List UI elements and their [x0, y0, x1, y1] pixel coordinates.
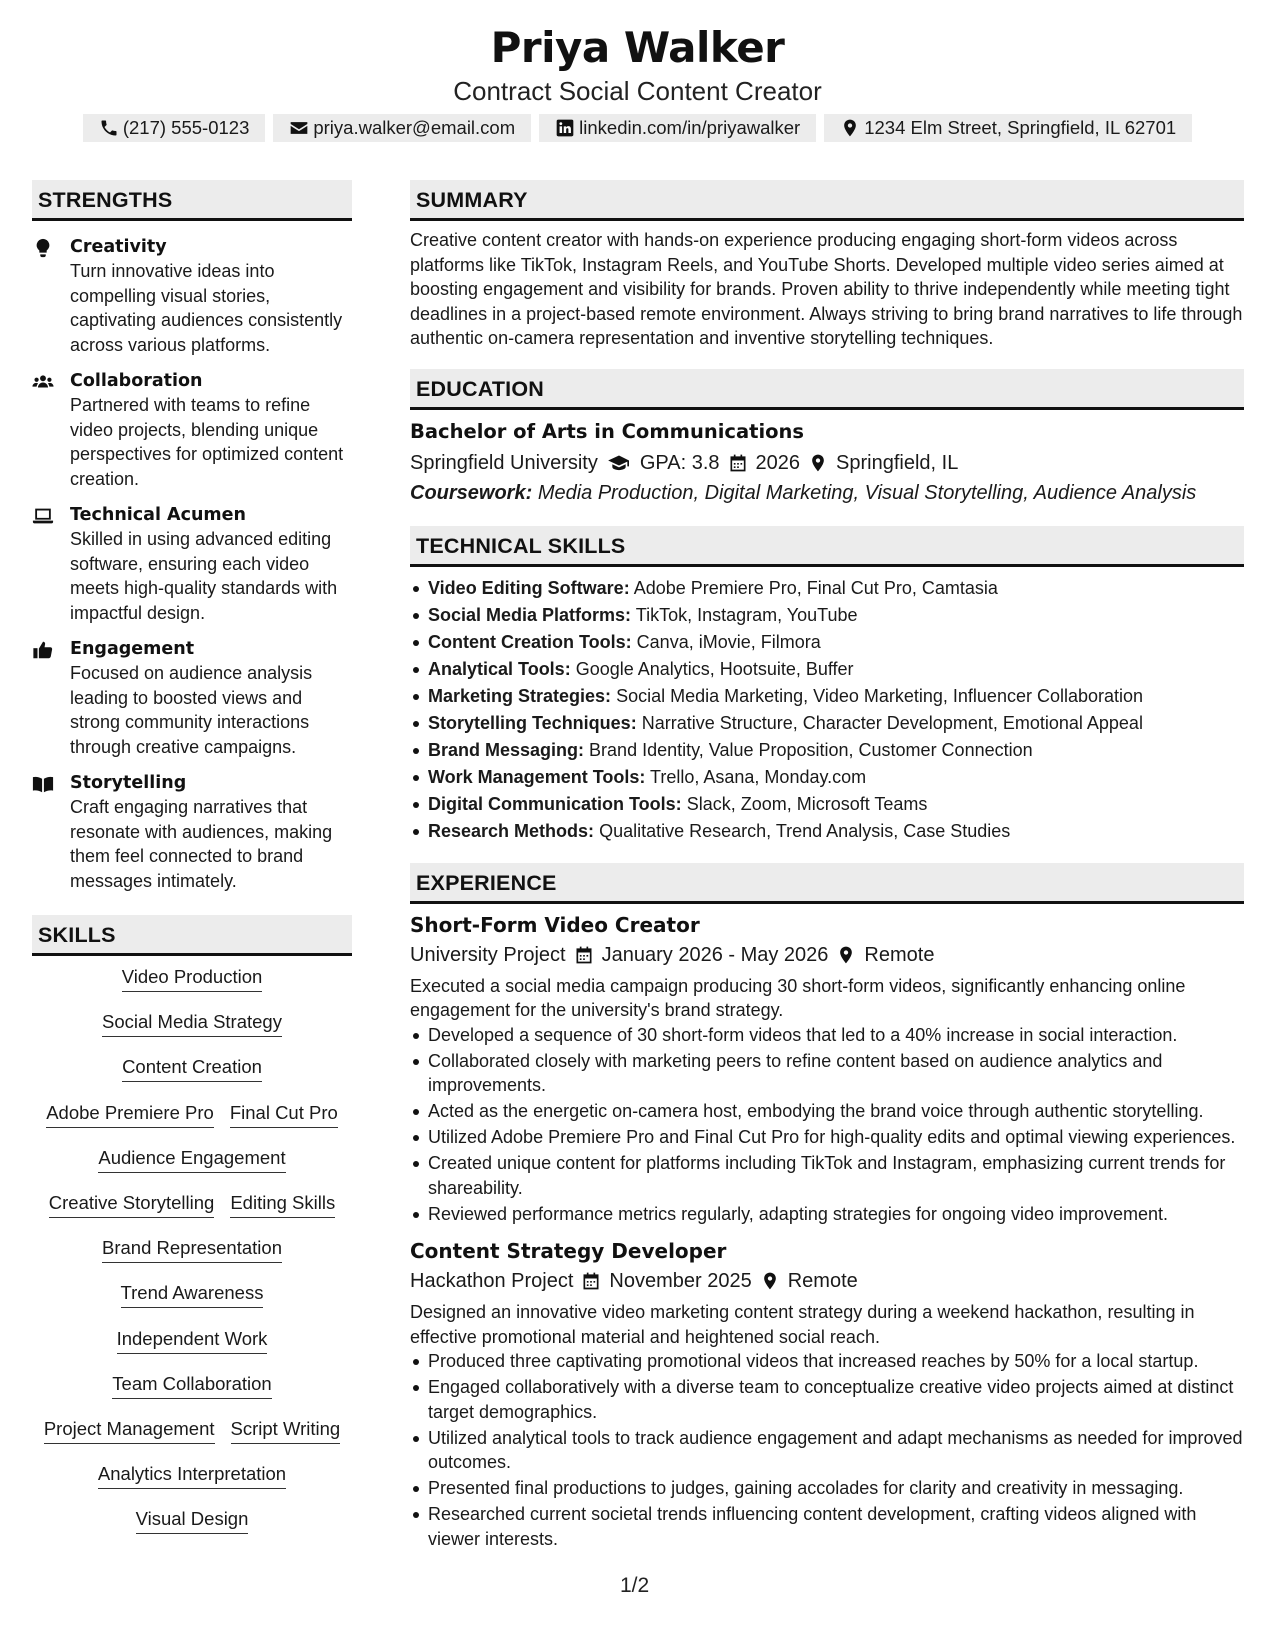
strength-title: Collaboration [70, 371, 203, 391]
skill-values: Adobe Premiere Pro, Final Cut Pro, Camtasia [633, 577, 998, 598]
skill-tag: Final Cut Pro [230, 1100, 338, 1128]
skill-values: Google Analytics, Hootsuite, Buffer [575, 658, 854, 679]
job-location: Remote [787, 1270, 858, 1292]
calendar-icon [728, 453, 748, 473]
list-item: Presented final productions to judges, gaining accolades for clarity and creativity in messaging. [410, 1476, 1244, 1501]
list-item: Utilized analytical tools to track audience engagement and adapt mechanisms as needed for improved outcomes. [410, 1426, 1244, 1475]
candidate-name: Priya Walker [490, 23, 785, 72]
summary-heading: SUMMARY [410, 180, 1244, 221]
coursework-list: Media Production, Digital Marketing, Visual Storytelling, Audience Analysis [537, 481, 1197, 504]
list-item: Researched current societal trends influencing content development, crafting videos aligned with viewer interests. [410, 1502, 1244, 1551]
skill-tag: Team Collaboration [112, 1371, 271, 1399]
skill-tag: Video Production [122, 964, 263, 992]
strength-desc: Skilled in using advanced editing software, ensuring each video meets high-quality standards with impactful design. [70, 529, 338, 623]
graduation-year: 2026 [755, 451, 801, 474]
list-item [410, 656, 1244, 683]
skill-tag: Adobe Premiere Pro [46, 1100, 214, 1128]
skill-values: Trello, Asana, Monday.com [650, 766, 867, 787]
strength-title: Storytelling [70, 773, 187, 793]
skill-category: Storytelling Techniques: [428, 712, 637, 733]
linkedin-icon [555, 118, 575, 138]
skill-category: Analytical Tools: [428, 658, 571, 679]
list-item [410, 710, 1244, 737]
calendar-icon [581, 1271, 601, 1291]
skill-tag: Trend Awareness [121, 1280, 264, 1308]
skill-category: Digital Communication Tools: [428, 793, 682, 814]
technical-skills-list [410, 575, 1244, 845]
coursework-label: Coursework: [410, 481, 533, 504]
list-item [410, 818, 1244, 845]
strengths-heading: STRENGTHS [32, 180, 352, 221]
job-location: Remote [864, 943, 935, 966]
resume-header [0, 22, 1275, 108]
skill-tag: Visual Design [136, 1506, 249, 1534]
skill-values: TikTok, Instagram, YouTube [635, 604, 858, 625]
education-meta [410, 448, 1244, 478]
envelope-icon [289, 118, 309, 138]
list-item: Collaborated closely with marketing peers to refine content based on audience analytics and improvements. [410, 1049, 1244, 1098]
list-item [410, 629, 1244, 656]
job-entry [410, 910, 1244, 1227]
skill-category: Work Management Tools: [428, 766, 646, 787]
skill-tag: Editing Skills [230, 1190, 335, 1218]
skill-category: Content Creation Tools: [428, 631, 632, 652]
strength-desc: Turn innovative ideas into compelling visual stories, captivating audiences consistently across various platforms. [70, 261, 343, 355]
experience-section [410, 863, 1244, 1552]
job-org: Hackathon Project [410, 1270, 574, 1292]
skill-tag: Brand Representation [102, 1235, 282, 1263]
calendar-icon [574, 945, 594, 965]
strength-title: Creativity [70, 237, 167, 257]
job-meta [410, 1266, 1244, 1296]
thumbs-up-icon [32, 639, 54, 661]
strength-item [32, 637, 352, 759]
contact-linkedin[interactable] [539, 114, 816, 142]
list-item: Produced three captivating promotional videos that increased reaches by 50% for a local startup. [410, 1349, 1244, 1374]
education-section [410, 369, 1244, 508]
job-description: Executed a social media campaign producing 30 short-form videos, significantly enhancing online engagement for the university's brand strategy. [410, 975, 1186, 1020]
skill-category: Video Editing Software: [428, 577, 630, 598]
list-item [410, 791, 1244, 818]
skills-list [32, 964, 352, 1551]
list-item [410, 764, 1244, 791]
skill-values: Social Media Marketing, Video Marketing, Influencer Collaboration [616, 685, 1144, 706]
school-name: Springfield University [410, 451, 598, 474]
job-bullets [410, 1023, 1244, 1227]
technical-skills-heading: TECHNICAL SKILLS [410, 526, 1244, 567]
strength-desc: Focused on audience analysis leading to boosted views and strong community interactions through creative campaigns. [70, 663, 313, 757]
skill-tag: Project Management [44, 1416, 215, 1444]
map-pin-icon [760, 1271, 780, 1291]
list-item [410, 683, 1244, 710]
list-item [410, 737, 1244, 764]
users-icon [32, 371, 54, 393]
skill-tag: Analytics Interpretation [98, 1461, 286, 1489]
list-item [410, 602, 1244, 629]
left-column [32, 180, 352, 1551]
skill-category: Marketing Strategies: [428, 685, 612, 706]
list-item: Developed a sequence of 30 short-form videos that led to a 40% increase in social interaction. [410, 1023, 1244, 1048]
strength-item [32, 235, 352, 357]
map-pin-icon [808, 453, 828, 473]
skills-section [32, 915, 352, 1551]
contact-address [824, 114, 1192, 142]
contact-text: 1234 Elm Street, Springfield, IL 62701 [864, 117, 1177, 138]
list-item [410, 575, 1244, 602]
map-pin-icon [840, 118, 860, 138]
skill-tag: Script Writing [231, 1416, 341, 1444]
contact-bar [0, 114, 1275, 142]
skill-values: Narrative Structure, Character Development, Emotional Appeal [641, 712, 1143, 733]
strength-item [32, 369, 352, 491]
list-item: Acted as the energetic on-camera host, embodying the brand voice through authentic storytelling. [410, 1099, 1244, 1124]
job-title: Short-Form Video Creator [410, 912, 700, 937]
skill-tag: Content Creation [122, 1054, 262, 1082]
education-heading: EDUCATION [410, 369, 1244, 410]
graduation-cap-icon [606, 453, 632, 473]
strength-item [32, 771, 352, 893]
school-location: Springfield, IL [836, 451, 959, 474]
skills-heading: SKILLS [32, 915, 352, 956]
job-title: Content Strategy Developer [410, 1239, 727, 1263]
skill-values: Canva, iMovie, Filmora [636, 631, 821, 652]
experience-heading: EXPERIENCE [410, 863, 1244, 904]
strength-title: Technical Acumen [70, 505, 246, 525]
lightbulb-icon [32, 237, 54, 259]
skill-values: Brand Identity, Value Proposition, Customer Connection [589, 739, 1033, 760]
skill-tag: Independent Work [117, 1326, 268, 1354]
strength-title: Engagement [70, 639, 195, 659]
list-item: Utilized Adobe Premiere Pro and Final Cut Pro for high-quality edits and optimal viewing experiences. [410, 1125, 1244, 1150]
job-entry [410, 1236, 1244, 1551]
skill-values: Qualitative Research, Trend Analysis, Case Studies [599, 820, 1011, 841]
job-bullets [410, 1349, 1244, 1551]
list-item: Reviewed performance metrics regularly, adapting strategies for ongoing video improvement. [410, 1202, 1244, 1227]
skill-tag: Audience Engagement [98, 1145, 285, 1173]
summary-text: Creative content creator with hands-on experience producing engaging short-form videos across platforms like TikTok, Instagram Reels, and YouTube Shorts. Developed multiple video series aimed at boosting engagement and visibility for brands. Proven ability to thrive independently while meeting tight deadlines in a project-based remote environment. Always striving to bring brand narratives to life through authentic on-camera representation and inventive storytelling techniques. [410, 230, 1243, 348]
job-dates: November 2025 [609, 1270, 752, 1292]
coursework [410, 478, 1244, 508]
gpa: GPA: 3.8 [639, 451, 720, 474]
strengths-list [32, 235, 352, 893]
right-column [410, 180, 1244, 1553]
skill-tag: Creative Storytelling [49, 1190, 215, 1218]
degree-title: Bachelor of Arts in Communications [410, 419, 805, 443]
page-number: 1/2 [620, 1574, 650, 1597]
technical-skills-section [410, 526, 1244, 845]
contact-text: (217) 555-0123 [122, 117, 250, 138]
skill-values: Slack, Zoom, Microsoft Teams [686, 793, 928, 814]
strength-desc: Partnered with teams to refine video projects, blending unique perspectives for optimized content creation. [70, 395, 344, 489]
contact-text: priya.walker@email.com [313, 117, 516, 138]
strength-item [32, 503, 352, 625]
skill-category: Social Media Platforms: [428, 604, 632, 625]
list-item: Created unique content for platforms including TikTok and Instagram, emphasizing current trends for shareability. [410, 1151, 1244, 1200]
map-pin-icon [836, 945, 856, 965]
contact-text: linkedin.com/in/priyawalker [579, 117, 801, 138]
job-dates: January 2026 - May 2026 [601, 943, 829, 966]
contact-email[interactable] [273, 114, 531, 142]
list-item: Engaged collaboratively with a diverse team to conceptualize creative video projects aimed at distinct target demographics. [410, 1375, 1244, 1424]
skill-category: Research Methods: [428, 820, 595, 841]
contact-phone[interactable] [83, 114, 266, 142]
strength-desc: Craft engaging narratives that resonate with audiences, making them feel connected to brand messages intimately. [70, 797, 333, 891]
open-book-icon [32, 773, 54, 795]
skill-tag: Social Media Strategy [102, 1009, 282, 1037]
laptop-icon [32, 505, 54, 527]
job-meta [410, 940, 1244, 970]
job-org: University Project [410, 943, 566, 966]
skill-category: Brand Messaging: [428, 739, 585, 760]
candidate-title: Contract Social Content Creator [453, 76, 822, 106]
job-description: Designed an innovative video marketing content strategy during a weekend hackathon, resulting in effective promotional material and heightened social reach. [410, 1302, 1195, 1347]
phone-icon [99, 118, 119, 138]
